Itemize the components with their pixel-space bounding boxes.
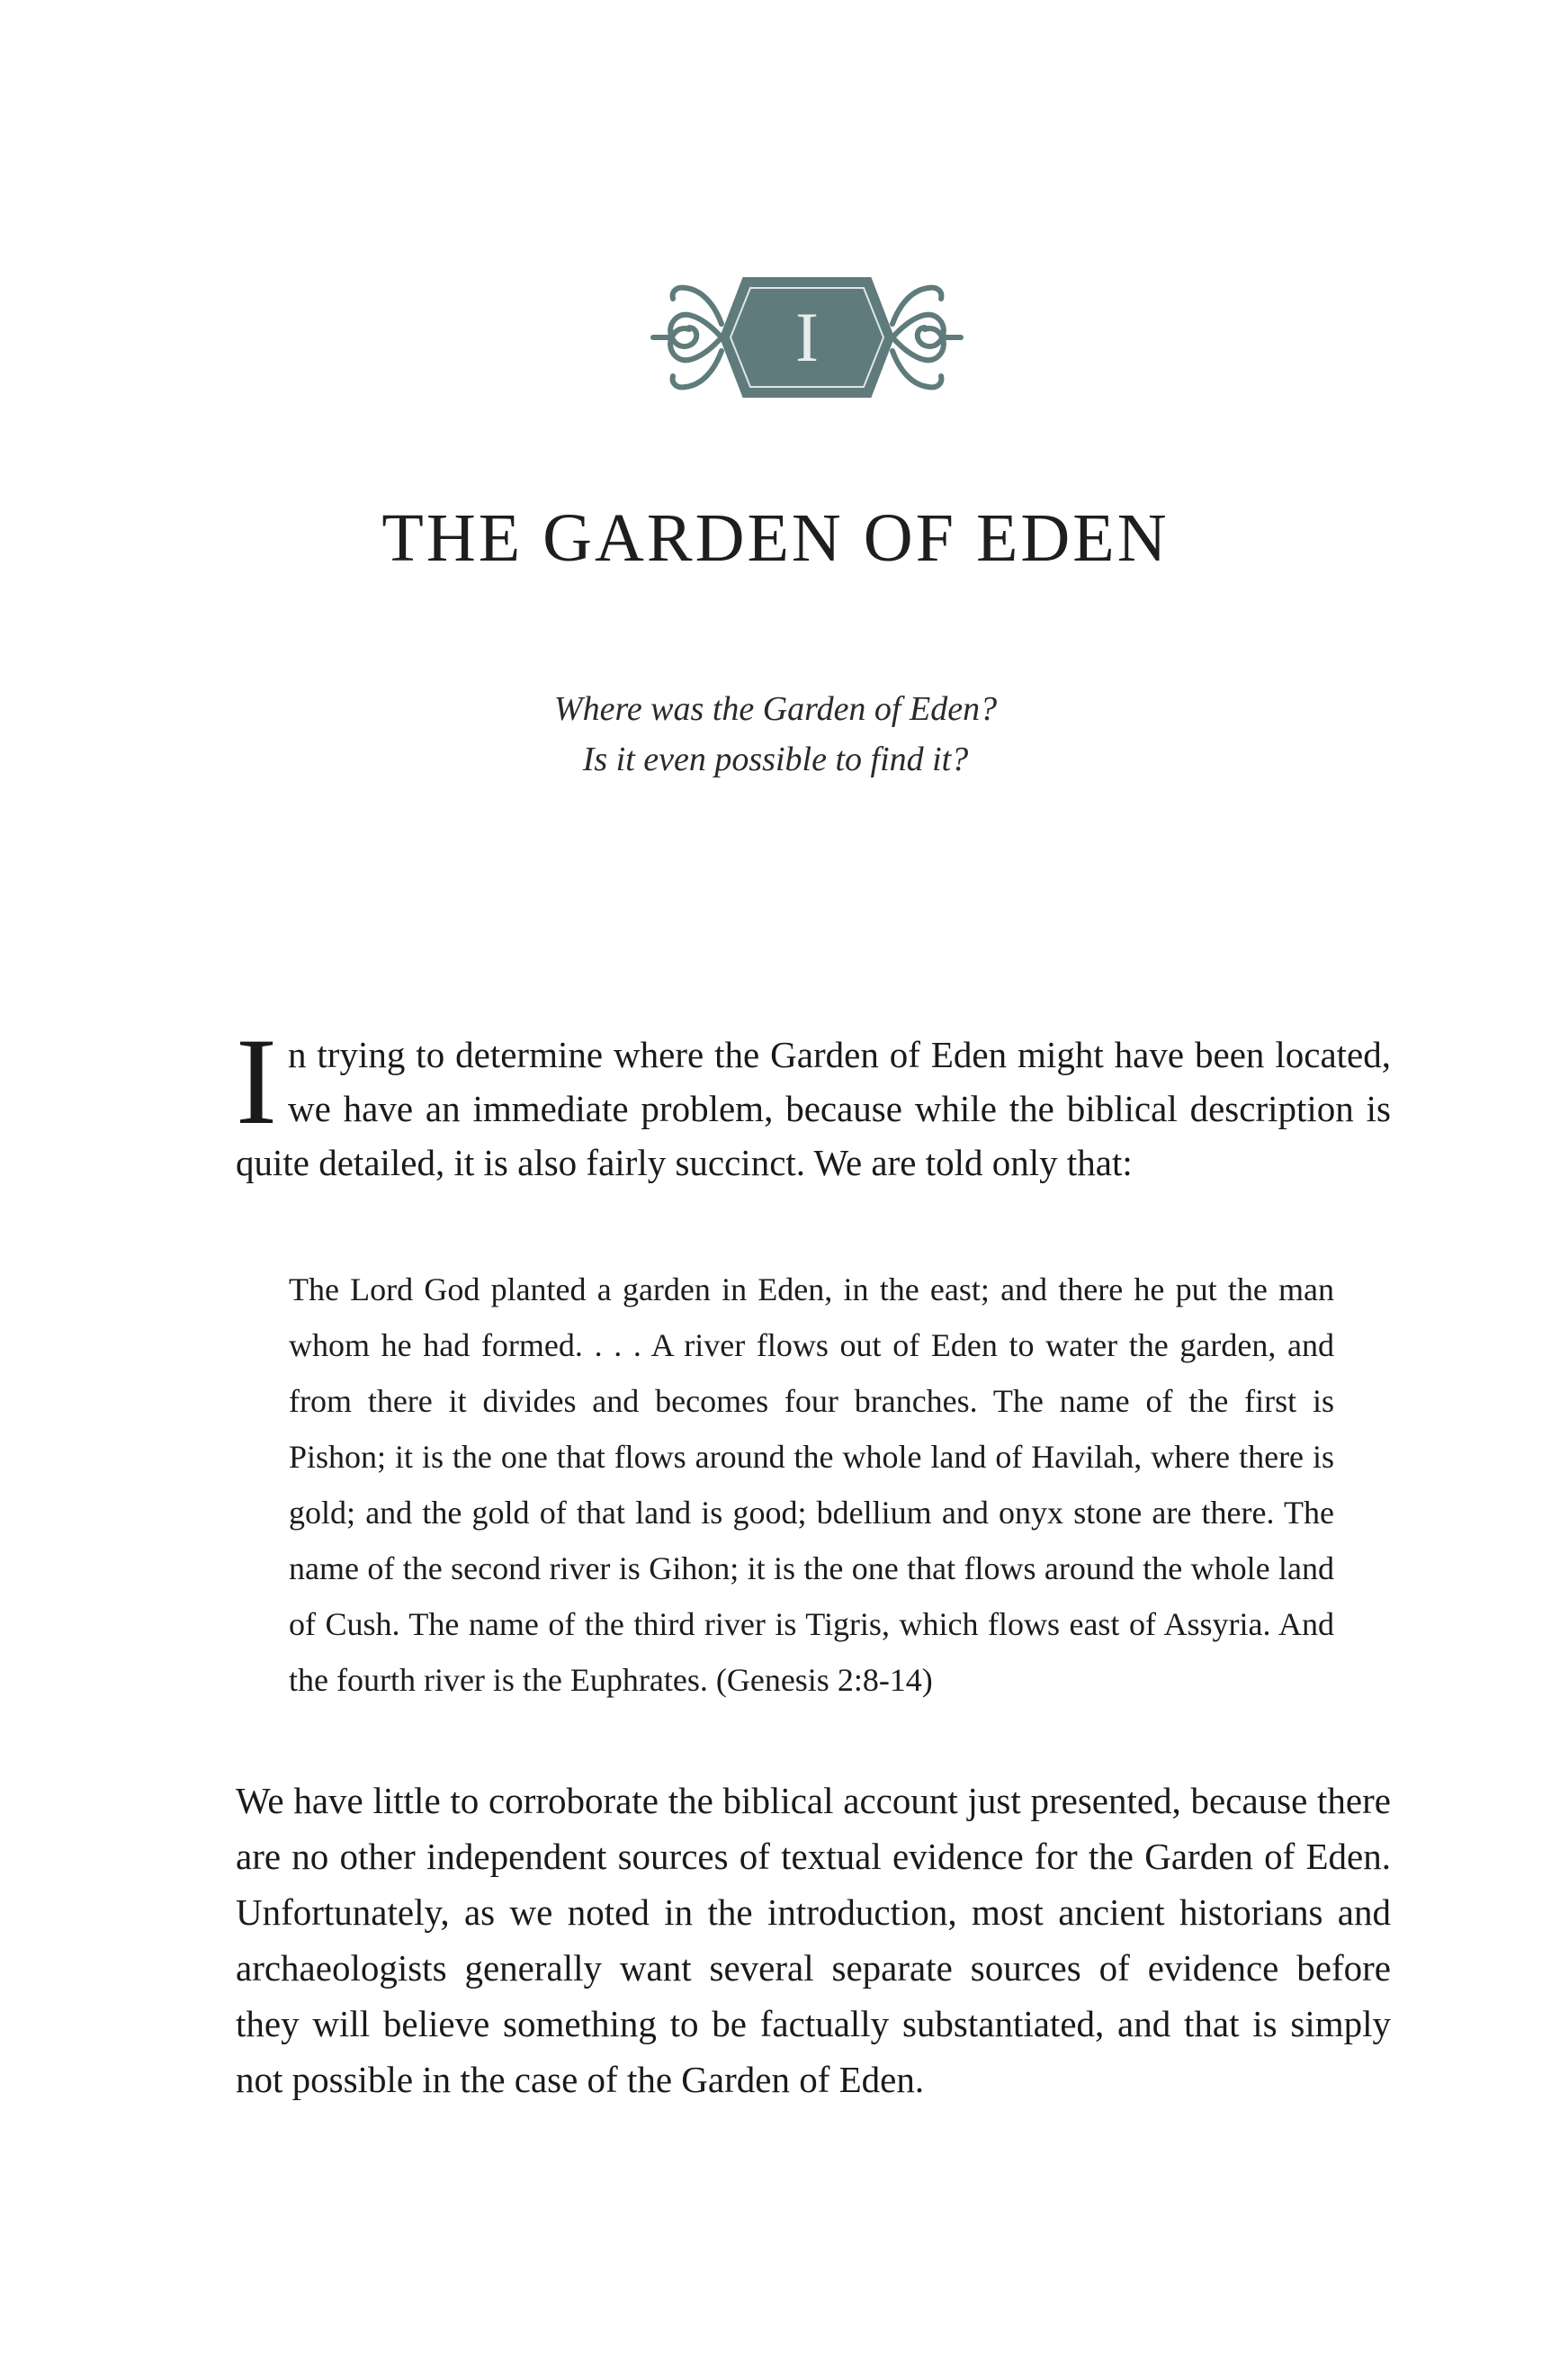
body-paragraph: We have little to corroborate the biblical account just presented, because there are no other independent sources of textual evidence for the Garden of Eden. Unfortunately, as we noted in the introduction, most ancient historians and archaeologists generally want several separate sources of evidence before they will believe something to be factually substantiated, and that is simply not possible in the case of the Garden of Eden. [236,1780,1391,2100]
epigraph [0,684,1551,785]
chapter-ornament [650,270,964,405]
scripture-quote: The Lord God planted a garden in Eden, in the east; and there he put the man whom he had formed. . . . A river flows out of Eden to water the garden, and from there it divides and becomes four branches. The name of the first is Pishon; it is the one that flows around the whole land of Havilah, where there is gold; and the gold of that land is good; bdellium and onyx stone are there. The name of the second river is Gihon; it is the one that flows around the whole land of Cush. The name of the third river is Tigris, which flows east of Assyria. And the fourth river is the Euphrates. (Genesis 2:8-14) [289,1271,1334,1698]
chapter-numeral: I [795,298,819,376]
epigraph-line-2: Is it even possible to find it? [582,741,969,778]
epigraph-line-1: Where was the Garden of Eden? [553,690,998,728]
intro-text: n trying to determine where the Garden of Eden might have been located, we have an immediate problem, because while the biblical description is quite detailed, it is also fairly succinct. We are told only that: [236,1034,1391,1183]
chapter-title: THE GARDEN OF EDEN [381,500,1170,576]
intro-paragraph [236,1012,1391,1190]
drop-cap: I [236,1012,277,1150]
